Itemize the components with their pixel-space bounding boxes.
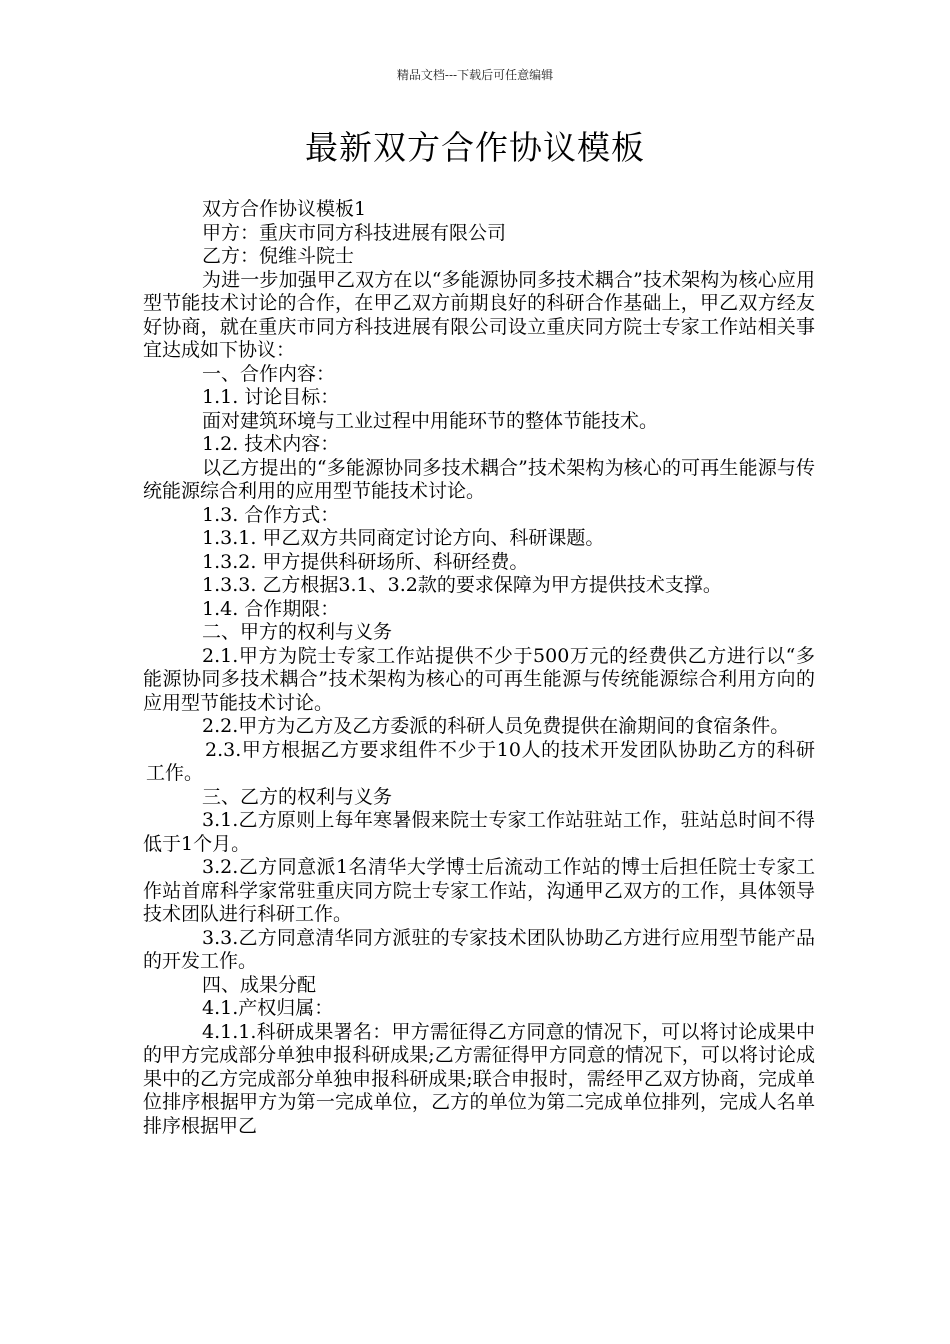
paragraph: 1.3.3. 乙方根据3.1、3.2款的要求保障为甲方提供技术支撑。 <box>202 574 722 596</box>
paragraph: 2.1.甲方为院士专家工作站提供不少于500万元的经费供乙方进行以“多能源协同多技术耦合”技术架构为核心的可再生能源与传统能源综合利用方向的应用型节能技术讨论。 <box>143 644 815 714</box>
document-body <box>143 198 815 1138</box>
page-header: 精品文档---下载后可任意编辑 <box>396 68 554 82</box>
section-heading: 三、乙方的权利与义务 <box>202 785 393 808</box>
paragraph: 1.3. 合作方式： <box>202 503 340 526</box>
paragraph: 面对建筑环境与工业过程中用能环节的整体节能技术。 <box>202 409 659 432</box>
paragraph: 以乙方提出的“多能源协同多技术耦合”技术架构为核心的可再生能源与传统能源综合利用的应用型节能技术讨论。 <box>143 456 815 502</box>
paragraph: 3.3.乙方同意清华同方派驻的专家技术团队协助乙方进行应用型节能产品的开发工作。 <box>143 926 815 972</box>
document-title: 最新双方合作协议模板 <box>305 128 645 167</box>
paragraph: 3.2.乙方同意派1名清华大学博士后流动工作站的博士后担任院士专家工作站首席科学家常驻重庆同方院士专家工作站，沟通甲乙双方的工作，具体领导技术团队进行科研工作。 <box>143 856 815 925</box>
paragraph: 4.1.产权归属： <box>202 997 334 1019</box>
paragraph: 1.2. 技术内容： <box>202 433 340 455</box>
section-heading: 二、甲方的权利与义务 <box>202 621 393 643</box>
paragraph: 3.1.乙方原则上每年寒暑假来院士专家工作站驻站工作，驻站总时间不得低于1个月。 <box>143 809 815 855</box>
paragraph: 1.1. 讨论目标： <box>202 386 340 408</box>
party-a: 甲方：重庆市同方科技进展有限公司 <box>202 221 507 244</box>
section-heading: 一、合作内容： <box>202 362 336 385</box>
paragraph: 4.1.1.科研成果署名：甲方需征得乙方同意的情况下，可以将讨论成果中的甲方完成部分单独申报科研成果;乙方需征得甲方同意的情况下，可以将讨论成果中的乙方完成部分单独申报科研成果;联合申报时，需经甲乙双方协商，完成单位排序根据甲方为第一完成单位，乙方的单位为第二完成单位排列，完成人名单排序根据甲乙 <box>143 1020 815 1137</box>
paragraph: 双方合作协议模板1 <box>202 198 367 220</box>
paragraph: 1.3.1. 甲乙双方共同商定讨论方向、科研课题。 <box>202 527 605 549</box>
section-heading: 四、成果分配 <box>202 973 317 996</box>
paragraph: 1.4. 合作期限： <box>202 597 340 620</box>
paragraph: 为进一步加强甲乙双方在以“多能源协同多技术耦合”技术架构为核心应用型节能技术讨论的合作，在甲乙双方前期良好的科研合作基础上，甲乙双方经友好协商，就在重庆市同方科技进展有限公司设立重庆同方院士专家工作站相关事宜达成如下协议： <box>143 268 815 361</box>
paragraph: 2.3.甲方根据乙方要求组件不少于10人的技术开发团队协助乙方的科研工作。 <box>146 738 815 784</box>
paragraph: 2.2.甲方为乙方及乙方委派的科研人员免费提供在渝期间的食宿条件。 <box>202 715 790 737</box>
paragraph: 1.3.2. 甲方提供科研场所、科研经费。 <box>202 550 529 573</box>
party-b: 乙方：倪维斗院士 <box>202 245 355 267</box>
